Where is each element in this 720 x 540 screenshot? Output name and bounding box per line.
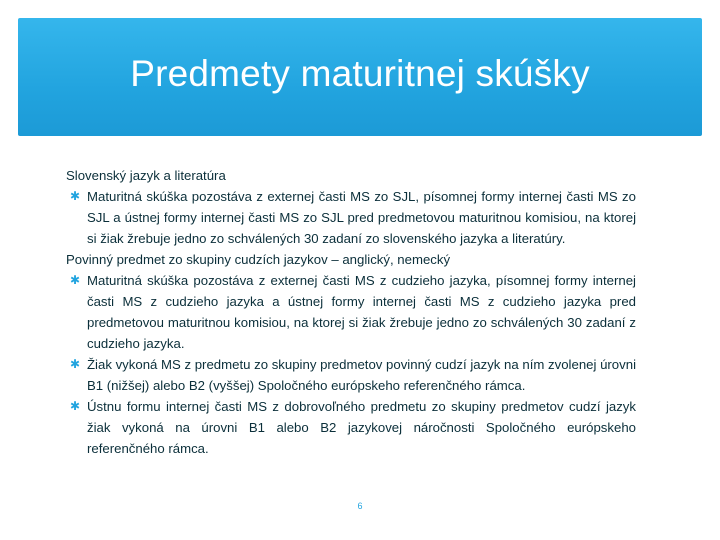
page-number: 6: [357, 501, 363, 511]
list-item: [66, 186, 636, 249]
list-item: [66, 396, 636, 459]
list-item-text: Maturitná skúška pozostáva z externej časti MS z cudzieho jazyka, písomnej formy internej časti MS z cudzieho jazyka a ústnej formy internej časti MS z cudzieho jazyka pred predmetovou maturitnou komisiou, na ktorej si žiak žrebuje jedno zo schválených 30 zadaní z cudzieho jazyka.: [87, 273, 636, 351]
asterisk-icon: ✱: [70, 273, 81, 287]
asterisk-icon: ✱: [70, 357, 81, 371]
list-item: [66, 354, 636, 396]
slide-content: [66, 165, 636, 459]
asterisk-icon: ✱: [70, 399, 81, 413]
list-item: [66, 270, 636, 354]
list-item-text: Ústnu formu internej časti MS z dobrovoľného predmetu zo skupiny predmetov cudzí jazyk žiak vykoná na úrovni B1 alebo B2 jazykovej náročnosti Spoločného európskeho referenčného rámca.: [87, 399, 636, 456]
slide-title: Predmety maturitnej skúšky: [130, 53, 590, 94]
section-heading-foreign-language: Povinný predmet zo skupiny cudzích jazykov – anglický, nemecký: [66, 252, 451, 267]
asterisk-icon: ✱: [70, 189, 81, 203]
section-heading-slovak: Slovenský jazyk a literatúra: [66, 168, 226, 183]
bullet-list-foreign-language: [66, 270, 636, 459]
list-item-text: Maturitná skúška pozostáva z externej časti MS zo SJL, písomnej formy internej časti MS zo SJL a ústnej formy internej časti MS zo SJL pred predmetovou maturitnou komisiou, na ktorej si žiak žrebuje jedno zo schválených 30 zadaní zo slovenského jazyka a literatúry.: [87, 189, 636, 246]
bullet-list-slovak: [66, 186, 636, 249]
list-item-text: Žiak vykoná MS z predmetu zo skupiny predmetov povinný cudzí jazyk na ním zvolenej úrovni B1 (nižšej) alebo B2 (vyššej) Spoločného európskeho referenčného rámca.: [87, 357, 637, 393]
